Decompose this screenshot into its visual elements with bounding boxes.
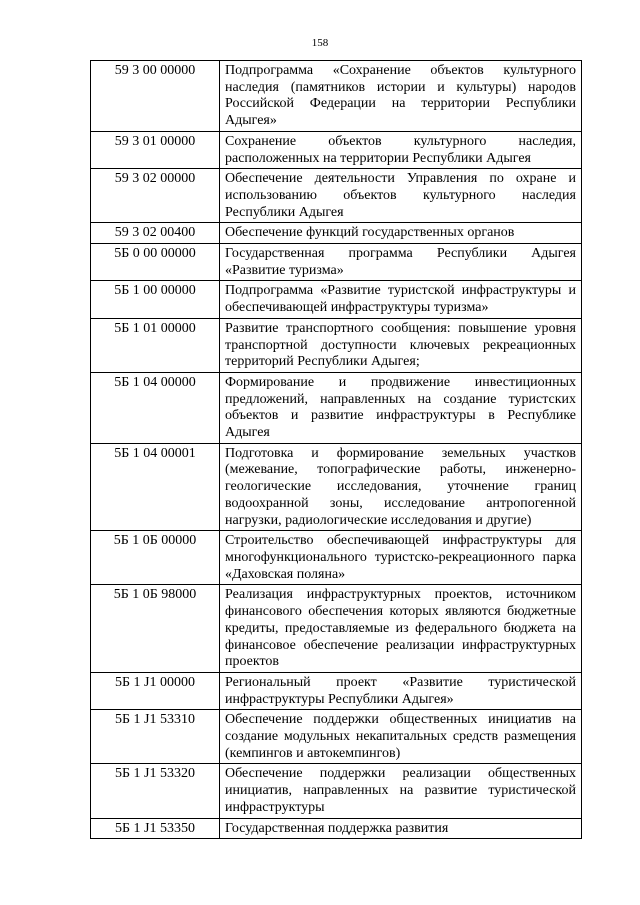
row-name: Обеспечение функций государственных органов [220,223,582,244]
row-name: Подпрограмма «Сохранение объектов культурного наследия (памятников истории и культуры) народов Российской Федерации на территории Республики Адыгея» [220,61,582,132]
table-row [91,131,582,168]
row-code: 5Б 1 04 00000 [91,372,220,443]
row-name: Сохранение объектов культурного наследия, расположенных на территории Республики Адыгея [220,131,582,168]
row-name: Обеспечение деятельности Управления по охране и использованию объектов культурного наследия Республики Адыгея [220,169,582,223]
row-code: 59 3 02 00000 [91,169,220,223]
row-code: 59 3 02 00400 [91,223,220,244]
row-name: Обеспечение поддержки общественных инициатив на создание модульных некапитальных средств размещения (кемпингов и автокемпингов) [220,710,582,764]
row-code: 5Б 1 0Б 00000 [91,531,220,585]
table-row [91,710,582,764]
row-name: Формирование и продвижение инвестиционных предложений, направленных на создание туристских объектов и развитие инфраструктуры в Республике Адыгея [220,372,582,443]
row-code: 59 3 01 00000 [91,131,220,168]
row-code: 5Б 1 00 00000 [91,281,220,318]
row-name: Строительство обеспечивающей инфраструктуры для многофункционального туристско-рекреационного парка «Даховская поляна» [220,531,582,585]
table-row [91,318,582,372]
row-code: 5Б 1 J1 00000 [91,672,220,709]
budget-classification-table [90,60,582,839]
row-code: 59 3 00 00000 [91,61,220,132]
table-row [91,223,582,244]
table-row [91,244,582,281]
row-name: Подготовка и формирование земельных участков (межевание, топографические работы, инженерно-геологические исследования, уточнение границ водоохранной зоны, исследование антропогенной нагрузки, радиологические исследования и другие) [220,443,582,531]
table-row [91,818,582,839]
row-code: 5Б 0 00 00000 [91,244,220,281]
row-name: Реализация инфраструктурных проектов, источником финансового обеспечения которых являются бюджетные кредиты, предоставляемые из федерального бюджета на финансовое обеспечение реализации инфраструктурных проектов [220,585,582,673]
table-row [91,672,582,709]
table-row [91,764,582,818]
row-code: 5Б 1 04 00001 [91,443,220,531]
table-body [91,61,582,839]
table-row [91,169,582,223]
table-row [91,585,582,673]
table-row [91,531,582,585]
row-name: Развитие транспортного сообщения: повышение уровня транспортной доступности ключевых рекреационных территорий Республики Адыгея; [220,318,582,372]
row-name: Региональный проект «Развитие туристической инфраструктуры Республики Адыгея» [220,672,582,709]
row-code: 5Б 1 0Б 98000 [91,585,220,673]
table-row [91,372,582,443]
row-code: 5Б 1 J1 53350 [91,818,220,839]
row-code: 5Б 1 J1 53310 [91,710,220,764]
row-name: Обеспечение поддержки реализации общественных инициатив, направленных на развитие туристической инфраструктуры [220,764,582,818]
page-number: 158 [311,37,329,49]
row-code: 5Б 1 J1 53320 [91,764,220,818]
row-name: Государственная поддержка развития [220,818,582,839]
row-code: 5Б 1 01 00000 [91,318,220,372]
table-row [91,443,582,531]
row-name: Государственная программа Республики Адыгея «Развитие туризма» [220,244,582,281]
table-row [91,61,582,132]
row-name: Подпрограмма «Развитие туристской инфраструктуры и обеспечивающей инфраструктуры туризма» [220,281,582,318]
table-row [91,281,582,318]
